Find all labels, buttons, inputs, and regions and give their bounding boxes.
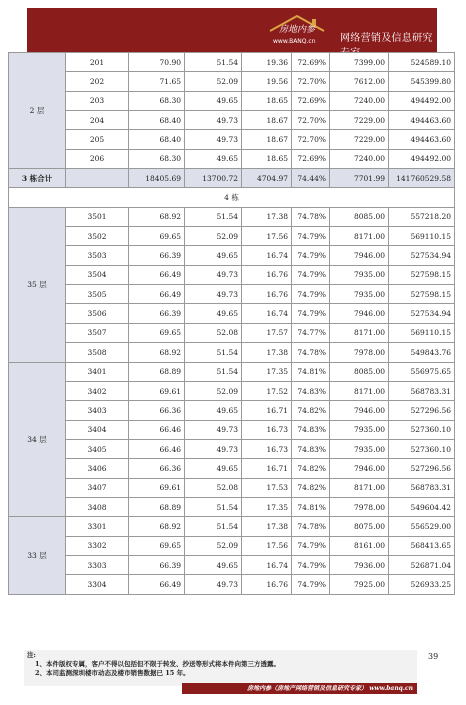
table-row bbox=[9, 72, 455, 91]
table-cell: 16.74 bbox=[242, 555, 292, 574]
table-cell: 66.36 bbox=[129, 459, 185, 478]
table-cell: 72.69% bbox=[292, 149, 330, 168]
table-cell: 49.65 bbox=[185, 555, 242, 574]
table-cell: 494492.00 bbox=[389, 91, 455, 110]
table-cell: 7946.00 bbox=[330, 304, 389, 323]
table-cell: 49.65 bbox=[185, 149, 242, 168]
table-cell: 17.52 bbox=[242, 381, 292, 400]
page-number: 39 bbox=[428, 652, 439, 661]
table-cell: 7978.00 bbox=[330, 497, 389, 516]
header-title: 网络营销及信息研究专家 bbox=[340, 33, 433, 59]
table-cell: 51.54 bbox=[185, 517, 242, 536]
table-cell: 18.65 bbox=[242, 91, 292, 110]
footer-banner: 房地内参（房地产网络营销及信息研究专家） www.banq.cn bbox=[182, 683, 417, 694]
table-cell: 8085.00 bbox=[330, 362, 389, 381]
table-row bbox=[9, 478, 455, 497]
table-cell: 549604.42 bbox=[389, 497, 455, 516]
table-cell: 68.30 bbox=[129, 91, 185, 110]
table-cell: 7935.00 bbox=[330, 265, 389, 284]
table-row bbox=[9, 227, 455, 246]
table-cell: 524589.10 bbox=[389, 53, 455, 72]
table-cell: 74.82% bbox=[292, 478, 330, 497]
table-cell: 71.65 bbox=[129, 72, 185, 91]
table-cell: 8171.00 bbox=[330, 227, 389, 246]
table-cell: 74.79% bbox=[292, 227, 330, 246]
table-cell: 494463.60 bbox=[389, 111, 455, 130]
unit-cell: 3301 bbox=[66, 517, 129, 536]
unit-cell: 3503 bbox=[66, 246, 129, 265]
table-cell: 494463.60 bbox=[389, 130, 455, 149]
unit-cell: 3502 bbox=[66, 227, 129, 246]
table-cell: 527534.94 bbox=[389, 304, 455, 323]
table-cell: 52.08 bbox=[185, 323, 242, 342]
notes-box bbox=[24, 650, 417, 686]
table-cell: 17.57 bbox=[242, 323, 292, 342]
total-row bbox=[9, 169, 455, 188]
table-row bbox=[9, 53, 455, 72]
table-cell: 7240.00 bbox=[330, 91, 389, 110]
table-cell: 8085.00 bbox=[330, 207, 389, 226]
table-cell: 4 栋 bbox=[9, 188, 455, 207]
unit-cell: 3407 bbox=[66, 478, 129, 497]
table-cell: 527598.15 bbox=[389, 265, 455, 284]
table-cell: 66.39 bbox=[129, 246, 185, 265]
unit-cell: 3408 bbox=[66, 497, 129, 516]
table-cell: 569110.15 bbox=[389, 227, 455, 246]
table-cell: 70.90 bbox=[129, 53, 185, 72]
table-cell: 527360.10 bbox=[389, 420, 455, 439]
note-line: 2、本司监测深圳楼市动态及楼市销售数据已 15 年。 bbox=[35, 669, 190, 677]
table-cell: 52.09 bbox=[185, 227, 242, 246]
table-cell: 545399.80 bbox=[389, 72, 455, 91]
table-row bbox=[9, 149, 455, 168]
table-cell: 7229.00 bbox=[330, 130, 389, 149]
table-cell: 17.35 bbox=[242, 497, 292, 516]
table-cell: 66.49 bbox=[129, 265, 185, 284]
table-cell: 52.09 bbox=[185, 381, 242, 400]
table-cell: 74.79% bbox=[292, 265, 330, 284]
table-cell: 72.69% bbox=[292, 91, 330, 110]
table-cell: 568783.31 bbox=[389, 478, 455, 497]
unit-cell: 3405 bbox=[66, 439, 129, 458]
table-cell: 74.79% bbox=[292, 575, 330, 594]
table-cell: 527534.94 bbox=[389, 246, 455, 265]
table-cell: 74.44% bbox=[292, 169, 330, 188]
table-cell: 527296.56 bbox=[389, 401, 455, 420]
table-cell: 66.46 bbox=[129, 439, 185, 458]
table-row bbox=[9, 362, 455, 381]
table-cell: 18.67 bbox=[242, 130, 292, 149]
table-cell: 7240.00 bbox=[330, 149, 389, 168]
table-cell: 74.81% bbox=[292, 362, 330, 381]
table-cell: 141760529.58 bbox=[389, 169, 455, 188]
unit-cell: 3406 bbox=[66, 459, 129, 478]
unit-cell: 3501 bbox=[66, 207, 129, 226]
table-cell: 557218.20 bbox=[389, 207, 455, 226]
table-cell: 51.54 bbox=[185, 53, 242, 72]
table-cell: 18.67 bbox=[242, 111, 292, 130]
table-row bbox=[9, 517, 455, 536]
table-cell: 49.73 bbox=[185, 285, 242, 304]
table-cell: 17.38 bbox=[242, 207, 292, 226]
table-cell: 7925.00 bbox=[330, 575, 389, 594]
unit-cell: 3403 bbox=[66, 401, 129, 420]
unit-cell: 3507 bbox=[66, 323, 129, 342]
unit-cell: 201 bbox=[66, 53, 129, 72]
notes-label: 注: bbox=[27, 651, 36, 659]
table-cell: 51.54 bbox=[185, 497, 242, 516]
table-cell: 68.92 bbox=[129, 517, 185, 536]
table-cell: 49.65 bbox=[185, 304, 242, 323]
table-cell: 49.65 bbox=[185, 91, 242, 110]
table-cell: 7946.00 bbox=[330, 459, 389, 478]
table-cell: 69.65 bbox=[129, 536, 185, 555]
table-cell: 51.54 bbox=[185, 343, 242, 362]
table-cell: 74.83% bbox=[292, 439, 330, 458]
table-cell: 49.73 bbox=[185, 111, 242, 130]
table-cell: 17.56 bbox=[242, 227, 292, 246]
table-cell: 74.78% bbox=[292, 517, 330, 536]
building-row bbox=[9, 188, 455, 207]
table-row bbox=[9, 207, 455, 226]
table-cell: 526933.25 bbox=[389, 575, 455, 594]
table-row bbox=[9, 536, 455, 555]
unit-cell: 204 bbox=[66, 111, 129, 130]
table-cell: 7935.00 bbox=[330, 439, 389, 458]
table-cell: 74.78% bbox=[292, 343, 330, 362]
table-cell: 549843.76 bbox=[389, 343, 455, 362]
table-cell: 8075.00 bbox=[330, 517, 389, 536]
table-cell: 556975.65 bbox=[389, 362, 455, 381]
table-cell: 7229.00 bbox=[330, 111, 389, 130]
table-cell: 49.73 bbox=[185, 439, 242, 458]
table-row bbox=[9, 555, 455, 574]
table-cell: 568413.65 bbox=[389, 536, 455, 555]
table-cell: 7946.00 bbox=[330, 246, 389, 265]
table-cell: 66.49 bbox=[129, 575, 185, 594]
table-cell: 68.30 bbox=[129, 149, 185, 168]
logo-text: 房地内参 bbox=[279, 25, 316, 35]
table-cell: 3 栋合计 bbox=[9, 169, 66, 188]
table-cell: 7701.99 bbox=[330, 169, 389, 188]
table-cell: 49.73 bbox=[185, 420, 242, 439]
unit-cell: 3404 bbox=[66, 420, 129, 439]
table-cell: 52.08 bbox=[185, 478, 242, 497]
table-row bbox=[9, 111, 455, 130]
table-row bbox=[9, 420, 455, 439]
table-cell: 18405.69 bbox=[129, 169, 185, 188]
table-cell: 68.40 bbox=[129, 111, 185, 130]
table-cell: 8171.00 bbox=[330, 323, 389, 342]
unit-cell: 203 bbox=[66, 91, 129, 110]
table-cell: 527360.10 bbox=[389, 439, 455, 458]
table-cell: 69.61 bbox=[129, 478, 185, 497]
logo-url: www.BANQ.cn bbox=[273, 38, 316, 45]
unit-cell: 3402 bbox=[66, 381, 129, 400]
table-cell: 494492.00 bbox=[389, 149, 455, 168]
table-cell: 72.70% bbox=[292, 111, 330, 130]
table-cell: 49.65 bbox=[185, 246, 242, 265]
table-cell: 19.56 bbox=[242, 72, 292, 91]
table-cell: 16.74 bbox=[242, 304, 292, 323]
table-cell: 16.76 bbox=[242, 575, 292, 594]
table-cell: 16.73 bbox=[242, 439, 292, 458]
table-cell: 17.35 bbox=[242, 362, 292, 381]
table-row bbox=[9, 265, 455, 284]
table-cell: 74.79% bbox=[292, 285, 330, 304]
unit-cell: 3508 bbox=[66, 343, 129, 362]
table-row bbox=[9, 285, 455, 304]
table-cell: 8161.00 bbox=[330, 536, 389, 555]
note-line: 1、本件版权专属，客户不得以包括但不限于转发、抄送等形式将本件向第三方透露。 bbox=[35, 660, 281, 668]
table-cell: 527296.56 bbox=[389, 459, 455, 478]
table-cell: 74.82% bbox=[292, 401, 330, 420]
table-cell: 74.77% bbox=[292, 323, 330, 342]
table-cell: 66.39 bbox=[129, 304, 185, 323]
unit-cell: 3302 bbox=[66, 536, 129, 555]
table-cell bbox=[66, 169, 129, 188]
table-cell: 74.83% bbox=[292, 381, 330, 400]
table-cell: 526871.04 bbox=[389, 555, 455, 574]
table-row bbox=[9, 343, 455, 362]
table-cell: 69.61 bbox=[129, 381, 185, 400]
table-cell: 7935.00 bbox=[330, 285, 389, 304]
table-cell: 7978.00 bbox=[330, 343, 389, 362]
table-cell: 51.54 bbox=[185, 207, 242, 226]
table-cell: 68.89 bbox=[129, 362, 185, 381]
table-row bbox=[9, 439, 455, 458]
table-row bbox=[9, 401, 455, 420]
table-cell: 72.70% bbox=[292, 130, 330, 149]
table-cell: 72.69% bbox=[292, 53, 330, 72]
table-cell: 49.65 bbox=[185, 459, 242, 478]
sales-table bbox=[8, 52, 455, 595]
table-cell: 68.92 bbox=[129, 207, 185, 226]
table-cell: 527598.15 bbox=[389, 285, 455, 304]
table-cell: 69.65 bbox=[129, 227, 185, 246]
table-cell: 51.54 bbox=[185, 362, 242, 381]
table-row bbox=[9, 497, 455, 516]
unit-cell: 205 bbox=[66, 130, 129, 149]
table-cell: 17.38 bbox=[242, 343, 292, 362]
table-cell: 74.78% bbox=[292, 207, 330, 226]
table-cell: 8171.00 bbox=[330, 381, 389, 400]
table-cell: 49.65 bbox=[185, 401, 242, 420]
floor-cell: 33 层 bbox=[9, 517, 66, 594]
table-cell: 7612.00 bbox=[330, 72, 389, 91]
table-cell: 7399.00 bbox=[330, 53, 389, 72]
table-cell: 17.38 bbox=[242, 517, 292, 536]
unit-cell: 3505 bbox=[66, 285, 129, 304]
table-cell: 18.65 bbox=[242, 149, 292, 168]
table-cell: 66.36 bbox=[129, 401, 185, 420]
table-cell: 17.56 bbox=[242, 536, 292, 555]
table-row bbox=[9, 323, 455, 342]
table-cell: 16.71 bbox=[242, 401, 292, 420]
table-cell: 19.36 bbox=[242, 53, 292, 72]
table-cell: 74.83% bbox=[292, 420, 330, 439]
table-row bbox=[9, 459, 455, 478]
table-cell: 74.79% bbox=[292, 246, 330, 265]
page-header bbox=[27, 8, 437, 59]
unit-cell: 3401 bbox=[66, 362, 129, 381]
table-cell: 72.70% bbox=[292, 72, 330, 91]
table-row bbox=[9, 246, 455, 265]
table-cell: 16.76 bbox=[242, 265, 292, 284]
table-row bbox=[9, 381, 455, 400]
unit-cell: 202 bbox=[66, 72, 129, 91]
table-cell: 68.92 bbox=[129, 343, 185, 362]
table-cell: 68.40 bbox=[129, 130, 185, 149]
table-cell: 16.71 bbox=[242, 459, 292, 478]
unit-cell: 206 bbox=[66, 149, 129, 168]
table-row bbox=[9, 130, 455, 149]
table-cell: 74.79% bbox=[292, 304, 330, 323]
table-cell: 16.73 bbox=[242, 420, 292, 439]
table-cell: 17.53 bbox=[242, 478, 292, 497]
table-row bbox=[9, 304, 455, 323]
table-cell: 52.09 bbox=[185, 536, 242, 555]
table-cell: 66.46 bbox=[129, 420, 185, 439]
table-cell: 7946.00 bbox=[330, 401, 389, 420]
floor-cell: 35 层 bbox=[9, 207, 66, 362]
table-cell: 16.76 bbox=[242, 285, 292, 304]
table-cell: 556529.00 bbox=[389, 517, 455, 536]
table-cell: 49.73 bbox=[185, 130, 242, 149]
table-cell: 66.39 bbox=[129, 555, 185, 574]
table-cell: 52.09 bbox=[185, 72, 242, 91]
unit-cell: 3504 bbox=[66, 265, 129, 284]
floor-cell: 34 层 bbox=[9, 362, 66, 517]
table-cell: 49.73 bbox=[185, 575, 242, 594]
unit-cell: 3506 bbox=[66, 304, 129, 323]
table-row bbox=[9, 91, 455, 110]
table-cell: 569110.15 bbox=[389, 323, 455, 342]
table-cell: 7936.00 bbox=[330, 555, 389, 574]
unit-cell: 3304 bbox=[66, 575, 129, 594]
table-cell: 66.49 bbox=[129, 285, 185, 304]
table-cell: 7935.00 bbox=[330, 420, 389, 439]
floor-cell: 2 层 bbox=[9, 53, 66, 169]
table-cell: 69.65 bbox=[129, 323, 185, 342]
table-cell: 74.79% bbox=[292, 555, 330, 574]
table-cell: 49.73 bbox=[185, 265, 242, 284]
table-cell: 68.89 bbox=[129, 497, 185, 516]
table-cell: 16.74 bbox=[242, 246, 292, 265]
table-cell: 74.79% bbox=[292, 536, 330, 555]
table-cell: 4704.97 bbox=[242, 169, 292, 188]
table-cell: 74.82% bbox=[292, 459, 330, 478]
table-cell: 568783.31 bbox=[389, 381, 455, 400]
unit-cell: 3303 bbox=[66, 555, 129, 574]
table-cell: 13700.72 bbox=[185, 169, 242, 188]
table-cell: 74.81% bbox=[292, 497, 330, 516]
table-row bbox=[9, 575, 455, 594]
table-cell: 8171.00 bbox=[330, 478, 389, 497]
